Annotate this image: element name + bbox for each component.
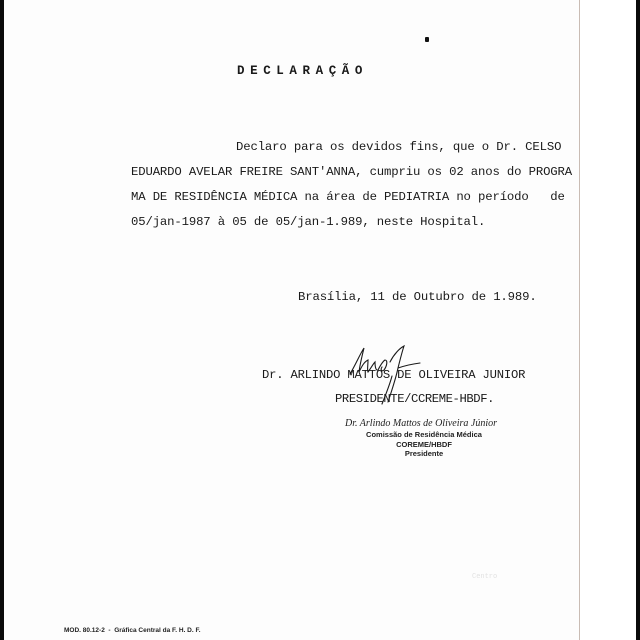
signatory-name: Dr. ARLINDO MATTOS DE OLIVEIRA JUNIOR xyxy=(262,368,526,382)
scan-border-right xyxy=(636,0,640,640)
body-line-4: 05/jan-1987 à 05 de 05/jan-1.989, neste Hospital. xyxy=(131,215,486,229)
page-edge-line xyxy=(579,0,580,640)
body-line-2: EDUARDO AVELAR FREIRE SANT'ANNA, cumpriu os 02 anos do PROGRA xyxy=(131,165,572,179)
stamp-line-2: COREME/HBDF xyxy=(396,439,452,449)
body-line-3: MA DE RESIDÊNCIA MÉDICA na área de PEDIATRIA no período de xyxy=(131,190,565,204)
stamp-line-3: Presidente xyxy=(404,449,444,458)
form-footer: MOD. 80.12-2 - Gráfica Central da F. H. D. F. xyxy=(64,627,201,634)
place-and-date: Brasília, 11 de Outubro de 1.989. xyxy=(298,290,537,304)
bleed-through-mark: Centro xyxy=(472,573,498,581)
document-title: DECLARAÇÃO xyxy=(237,64,369,78)
signatory-title: PRESIDENTE/CCREME-HBDF. xyxy=(335,392,495,406)
ink-dot xyxy=(425,37,429,42)
official-stamp xyxy=(334,418,514,459)
stamp-line-1: Comissão de Residência Médica xyxy=(366,430,482,439)
stamp-name: Dr. Arlindo Mattos de Oliveira Júnior xyxy=(344,418,498,429)
body-line-1: Declaro para os devidos fins, que o Dr. CELSO xyxy=(236,140,562,154)
paper-page xyxy=(4,0,579,640)
